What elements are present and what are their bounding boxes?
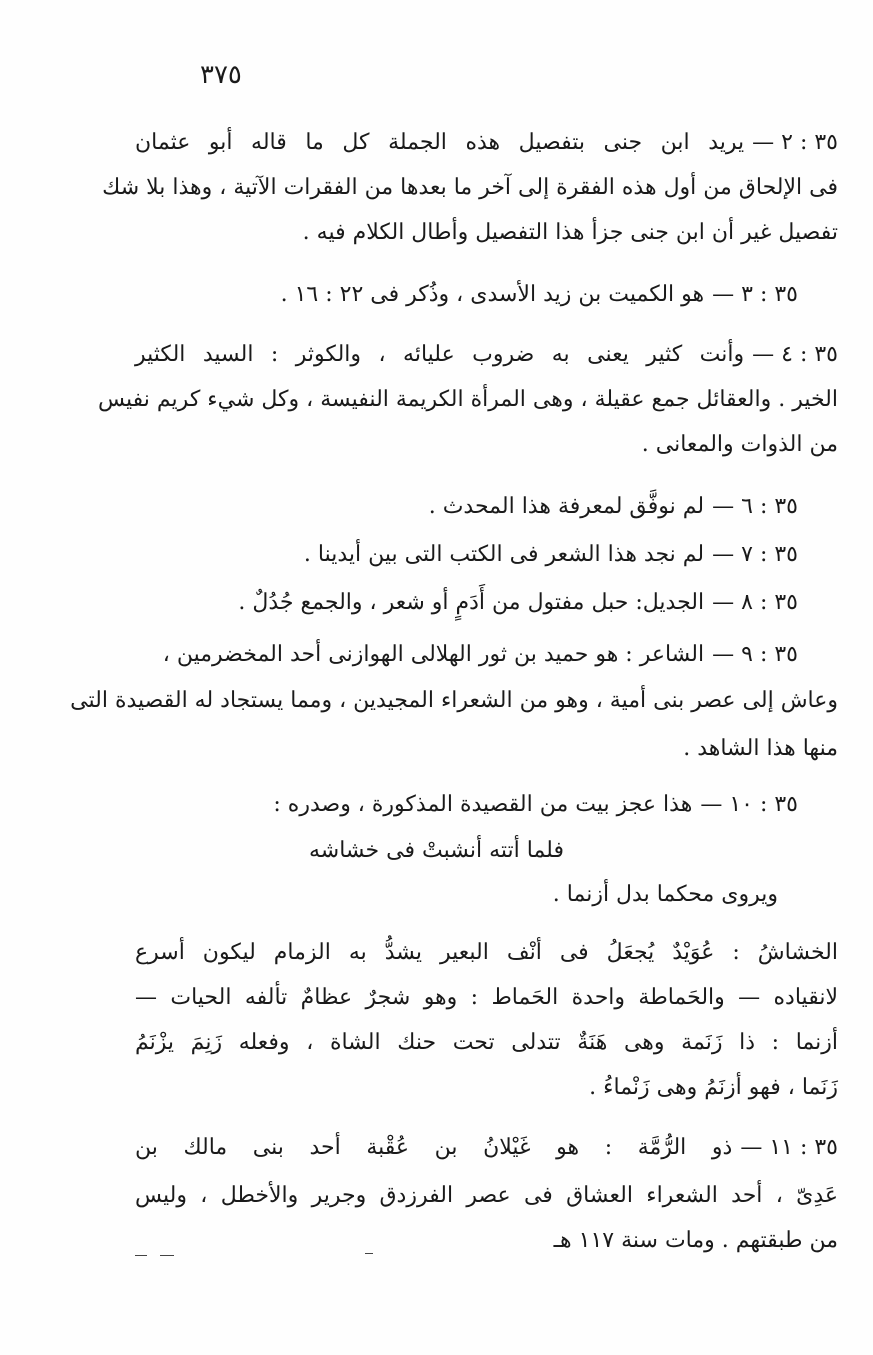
note-7-line-1: ٣٥ : ٧ —لم نجد هذا الشعر فى الكتب التى بين أيدينا . bbox=[304, 540, 798, 570]
page-number: ٣٧٥ bbox=[200, 60, 242, 90]
note-8-ref: ٣٥ : ٨ — bbox=[712, 590, 798, 615]
verse-line: فلما أتته أنشبتْ فى خشاشه bbox=[309, 838, 564, 863]
note-10-line-4: الخشاشُ : عُوَيْدٌ يُجعَلُ فى أنْف البعير يشدُّ به الزمام ليكون أسرع bbox=[135, 940, 838, 965]
scan-speck bbox=[365, 1253, 373, 1254]
note-9-line-1: ٣٥ : ٩ —الشاعر : هو حميد بن ثور الهلالى الهوازنى أحد المخضرمين ، bbox=[163, 640, 798, 670]
note-2-line-1: ٣٥ : ٢ —يريد ابن جنى بتفصيل هذه الجملة كل ما قاله أبو عثمان bbox=[135, 128, 838, 158]
scan-speck bbox=[135, 1255, 147, 1256]
note-11-ref: ٣٥ : ١١ — bbox=[740, 1135, 838, 1160]
note-2-ref: ٣٥ : ٢ — bbox=[752, 130, 838, 155]
note-2-line-2: فى الإلحاق من أول هذه الفقرة إلى آخر ما بعدها من الفقرات الآتية ، وهذا بلا شك bbox=[102, 175, 838, 200]
note-11-line-3: من طبقتهم . ومات سنة ١١٧ هـ bbox=[553, 1228, 838, 1253]
note-7-ref: ٣٥ : ٧ — bbox=[712, 542, 798, 567]
note-9-line-3: منها هذا الشاهد . bbox=[683, 736, 838, 761]
note-9-line-2: وعاش إلى عصر بنى أمية ، وهو من الشعراء المجيدين ، ومما يستجاد له القصيدة التى bbox=[70, 688, 838, 713]
note-11-line-2: عَدِىّ ، أحد الشعراء العشاق فى عصر الفرزدق وجرير والأخطل ، وليس bbox=[135, 1183, 838, 1208]
note-10-line-1: ٣٥ : ١٠ —هذا عجز بيت من القصيدة المذكورة ، وصدره : bbox=[273, 790, 798, 820]
note-4-ref: ٣٥ : ٤ — bbox=[752, 342, 838, 367]
note-11-line-1: ٣٥ : ١١ —ذو الرُّمَّة : هو غَيْلانُ بن عُقْبة أحد بنى مالك بن bbox=[135, 1133, 838, 1163]
note-4-line-3: من الذوات والمعانى . bbox=[641, 432, 838, 457]
note-3-line-1: ٣٥ : ٣ —هو الكميت بن زيد الأسدى ، وذُكر فى ٢٢ : ١٦ . bbox=[281, 280, 798, 310]
note-3-ref: ٣٥ : ٣ — bbox=[712, 282, 798, 307]
note-9-ref: ٣٥ : ٩ — bbox=[712, 642, 798, 667]
note-10-line-5: لانقياده — والحَماطة واحدة الحَماط : وهو شجرٌ عظامٌ تألفه الحيات — bbox=[135, 985, 838, 1010]
note-10-ref: ٣٥ : ١٠ — bbox=[700, 792, 798, 817]
note-10-line-3: ويروى محكما بدل أزنما . bbox=[552, 882, 778, 907]
note-6-line-1: ٣٥ : ٦ —لم نوفَّق لمعرفة هذا المحدث . bbox=[429, 492, 798, 522]
note-10-line-7: زَنَما ، فهو أزنَمُ وهى زَنْماءُ . bbox=[589, 1075, 838, 1100]
note-8-line-1: ٣٥ : ٨ —الجديل: حبل مفتول من أَدَمٍ أو شعر ، والجمع جُدُلٌ . bbox=[238, 588, 798, 618]
note-2-line-3: تفصيل غير أن ابن جنى جزأ هذا التفصيل وأطال الكلام فيه . bbox=[302, 220, 838, 245]
scan-speck bbox=[160, 1255, 174, 1256]
note-4-line-2: الخير . والعقائل جمع عقيلة ، وهى المرأة الكريمة النفيسة ، وكل شيء كريم نفيس bbox=[97, 387, 838, 412]
note-4-line-1: ٣٥ : ٤ —وأنت كثير يعنى به ضروب عليائه ، والكوثر : السيد الكثير bbox=[135, 340, 838, 370]
note-10-line-6: أزنما : ذا زَنَمة وهى هَنَةٌ تتدلى تحت حنك الشاة ، وفعله زَنِمَ يزْنَمُ bbox=[135, 1030, 838, 1055]
note-6-ref: ٣٥ : ٦ — bbox=[712, 494, 798, 519]
